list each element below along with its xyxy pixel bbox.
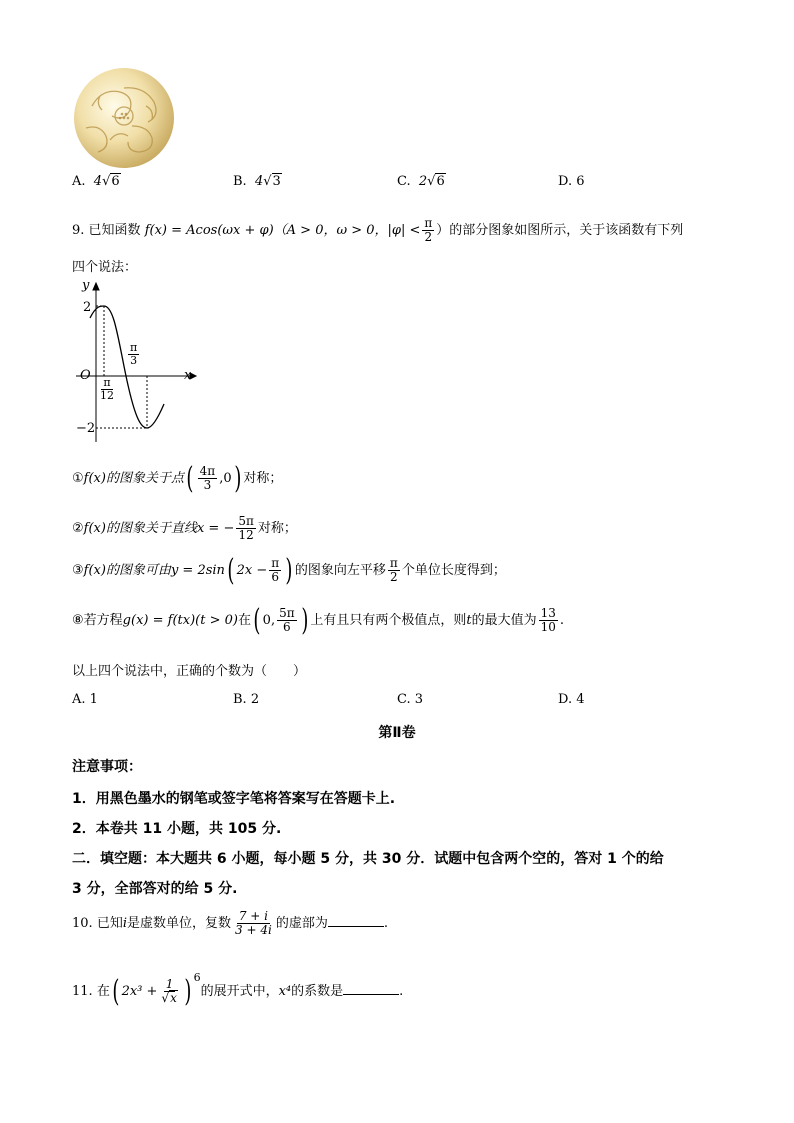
q9-option-a [72, 692, 98, 707]
option-coef: 2 [418, 174, 428, 189]
q9-statement-3: ③f(x)的图象可由y = 2sin( 2x − $\frac{\pi}{6}$ ) 的图象向左平移 $\frac{\pi}{2}$ 个单位长度得到； [72, 552, 506, 588]
statement-mark: ② [72, 521, 84, 536]
numerator: π [103, 376, 111, 389]
q9-statement-1: ①f(x)的图象关于点( $\frac{4\pi}{3}$ ,0) 对称； [72, 460, 283, 496]
stem-text: 的系数是 [291, 984, 344, 999]
note-1: 1．用黑色墨水的钢笔或签字笔将答案写在答题卡上. [72, 791, 396, 807]
equation-inner: 2x − [236, 563, 268, 578]
q10 [72, 904, 388, 944]
option-label: B. [233, 174, 247, 189]
option-label: B. [233, 692, 247, 707]
denominator: 12 [100, 388, 114, 402]
q9-function-graph [72, 278, 202, 446]
fraction-pi-over-2 [422, 217, 434, 243]
origin-label: O [80, 368, 91, 383]
statement-text: 的图象向左平移 [294, 563, 386, 578]
denominator: 2 [424, 230, 433, 244]
fraction [277, 607, 297, 633]
fraction [269, 557, 281, 583]
y-min-label: −2 [76, 421, 96, 436]
stem-text: 是虚数单位，复数 [127, 916, 232, 931]
x-tick-pi-over-12 [98, 377, 116, 401]
term: x⁴ [278, 984, 292, 999]
y-max-label: 2 [83, 300, 92, 315]
point-coordinate: ,0 [219, 471, 232, 486]
statement-text: 的最大值为 [471, 613, 537, 628]
variable: t [466, 613, 472, 628]
q9-option-c [397, 692, 423, 707]
numerator: π [424, 216, 433, 231]
question-number: 10. [72, 916, 93, 931]
statement-text: 个单位长度得到； [401, 563, 506, 578]
question-number: 11. [72, 984, 93, 999]
option-text: 6 [576, 174, 585, 189]
q9-options [72, 692, 712, 712]
denominator: 12 [238, 528, 254, 542]
fraction [236, 515, 256, 541]
stem-text: 的展开式中， [200, 984, 279, 999]
option-label: D. [558, 174, 573, 189]
cosine-curve [90, 306, 164, 428]
numerator: π [389, 556, 398, 571]
denominator: 3 [203, 478, 212, 492]
punctuation: . [399, 984, 404, 999]
interval: 0, [262, 613, 276, 628]
q8-option-a: A. 4√6 [72, 174, 120, 189]
option-coef: 4 [254, 174, 264, 189]
numerator: 7 + i [238, 909, 268, 924]
fraction: $\frac{1}{√x}$ [161, 977, 177, 1005]
equation: y = 2sin [170, 563, 225, 578]
q9-option-d [558, 692, 585, 707]
fraction [539, 607, 558, 633]
equation: x = − [196, 521, 235, 536]
statement-text: 对称； [257, 521, 297, 536]
answer-blank[interactable] [328, 914, 384, 927]
statement-text: 对称； [243, 471, 283, 486]
statement-text: f(x)的图象可由 [83, 563, 171, 578]
punctuation: . [559, 613, 565, 628]
q11: 11. 在( 2x³ + $\frac{1}{√x}$ ) $^6$的展开式中，x⁴的系数是 . [72, 971, 404, 1009]
q9-statement-4: ⑧若方程g(x) = f(tx)(t > 0)在( 0, $\frac{5\pi}{6}$ ) 上有且只有两个极值点，则t的最大值为 $\frac{13}{10}$ . [72, 602, 565, 638]
y-axis-label: y [82, 278, 90, 293]
option-radicand: 6 [436, 174, 445, 189]
carved-ivory-ball-image [72, 66, 176, 170]
stem-text: 已知 [96, 916, 123, 931]
option-label: A. [72, 174, 86, 189]
binomial-term: 2x³ + [121, 984, 158, 999]
denominator: 3 + 4i [235, 923, 272, 937]
option-label: A. [72, 692, 86, 707]
option-text: 4 [576, 692, 585, 707]
option-radicand: 3 [272, 174, 281, 189]
notes-title: 注意事项： [72, 759, 142, 775]
question-number: 9. [72, 223, 85, 238]
numerator: 1 [165, 977, 174, 992]
statement-mark: ① [72, 471, 84, 486]
answer-blank[interactable] [343, 982, 399, 995]
stem-text: 在 [96, 984, 110, 999]
stem-text: ）的部分图象如图所示，关于该函数有下列 [436, 223, 684, 238]
statement-text: 在 [237, 613, 251, 628]
statement-text: f(x)的图象关于点 [83, 471, 184, 486]
option-text: 3 [414, 692, 424, 707]
q8-option-c: C. 2√6 [397, 174, 445, 189]
q9-stem-line1 [72, 214, 683, 248]
q9-stem-line2: 四个说法： [72, 260, 138, 275]
statement-text: 若方程 [83, 613, 123, 628]
punctuation: . [383, 916, 388, 931]
denominator: 3 [130, 353, 138, 367]
option-label: C. [397, 692, 411, 707]
denominator: 6 [271, 570, 280, 584]
x-axis-label: x [184, 368, 192, 383]
fill-in-instructions-line1: 二．填空题：本大题共 6 小题，每小题 5 分，共 30 分．试题中包含两个空的，答对 1 个的给 [72, 851, 664, 867]
option-coef: 4 [93, 174, 103, 189]
numerator: 5π [238, 514, 254, 529]
stem-text: 已知函数 [88, 223, 141, 238]
statement-text: 上有且只有两个极值点，则 [310, 613, 467, 628]
denominator: 10 [540, 620, 556, 634]
statement-mark: ③ [72, 563, 84, 578]
option-label: C. [397, 174, 411, 189]
function-expression: f(x) = Acos(ωx + φ)（A > 0，ω > 0，|φ| < [144, 223, 421, 238]
complex-fraction [233, 910, 274, 936]
radicand: x [170, 991, 177, 1005]
option-label: D. [558, 692, 573, 707]
denominator: 2 [390, 570, 398, 584]
option-text: 2 [250, 692, 260, 707]
y-axis-arrow [93, 283, 99, 290]
q8-option-d [558, 174, 585, 189]
fill-in-instructions-line2: 3 分，全部答对的给 5 分. [72, 881, 238, 897]
fraction [388, 557, 400, 583]
stem-text: 的虚部为 [275, 916, 328, 931]
q8-option-b: B. 4√3 [233, 174, 281, 189]
numerator: 13 [540, 606, 556, 621]
note-2: 2．本卷共 11 小题，共 105 分. [72, 821, 282, 837]
q9-question: 以上四个说法中，正确的个数为（ ） [72, 664, 307, 679]
q9-statement-2 [72, 510, 297, 548]
option-text: 1 [89, 692, 98, 707]
numerator: π [130, 341, 138, 354]
fraction [198, 465, 218, 491]
numerator: π [271, 556, 280, 571]
section-title: 第Ⅱ卷 [378, 725, 416, 741]
denominator: 6 [283, 620, 291, 634]
q8-options [72, 174, 712, 194]
option-radicand: 6 [111, 174, 120, 189]
equation: g(x) = f(tx)(t > 0) [122, 613, 238, 628]
variable: i [122, 916, 128, 931]
numerator: 4π [199, 464, 216, 479]
exponent: 6 [193, 971, 201, 984]
statement-text: f(x)的图象关于直线 [83, 521, 197, 536]
x-tick-pi-over-3 [128, 342, 139, 366]
numerator: 5π [279, 606, 295, 621]
statement-mark: ⑧ [72, 613, 84, 628]
q9-option-b [233, 692, 259, 707]
